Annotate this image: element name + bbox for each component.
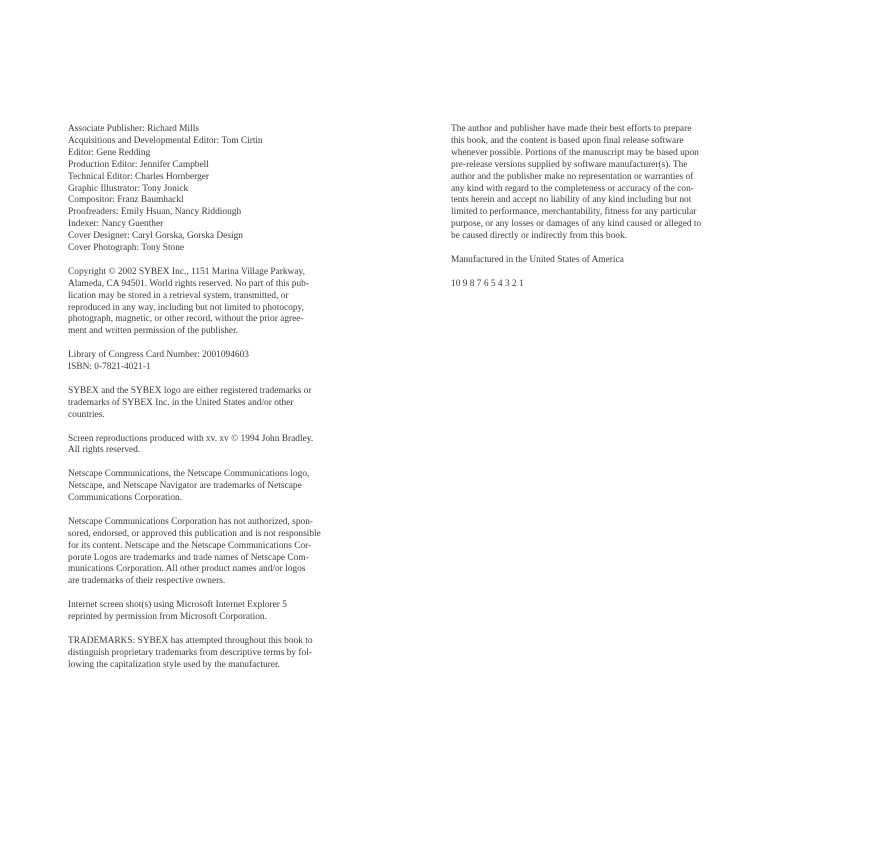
text-line: 10 9 8 7 6 5 4 3 2 1 — [451, 278, 524, 289]
text-line: Netscape Communications, the Netscape Communications logo, — [68, 469, 310, 480]
text-line: reprinted by permission from Microsoft Corporation. — [68, 612, 267, 623]
manufactured-paragraph — [451, 255, 801, 267]
text-line: lowing the capitalization style used by the manufacturer. — [68, 659, 280, 670]
text-line: purpose, or any losses or damages of any kind caused or alleged to — [451, 219, 702, 230]
screen-reproductions-paragraph — [68, 434, 418, 458]
credit-line: Proofreaders: Emily Hsuan, Nancy Riddiough — [68, 207, 242, 218]
text-line: are trademarks of their respective owners. — [68, 576, 226, 587]
text-line: tents herein and accept no liability of any kind including but not — [451, 195, 692, 206]
text-line: sored, endorsed, or approved this publication and is not responsible — [68, 528, 321, 539]
netscape-trademarks-paragraph — [68, 469, 418, 505]
text-line: ment and written permission of the publisher. — [68, 326, 239, 337]
text-line: Internet screen shot(s) using Microsoft Internet Explorer 5 — [68, 600, 287, 611]
text-line: author and the publisher make no representation or warranties of — [451, 171, 694, 182]
text-line: distinguish proprietary trademarks from descriptive terms by fol- — [68, 647, 312, 658]
text-line: Screen reproductions produced with xv. xv © 1994 John Bradley. — [68, 433, 314, 444]
text-line: photograph, magnetic, or other record, without the prior agree- — [68, 314, 304, 325]
credit-line: Graphic Illustrator: Tony Jonick — [68, 183, 189, 194]
text-line: The author and publisher have made their best efforts to prepare — [451, 124, 692, 134]
credit-line: Associate Publisher: Richard Mills — [68, 124, 199, 134]
printing-line — [451, 279, 801, 291]
text-line: Copyright © 2002 SYBEX Inc., 1151 Marina Village Parkway, — [68, 266, 305, 277]
credit-line: Editor: Gene Redding — [68, 147, 151, 158]
right-column — [451, 124, 801, 291]
credit-line: Acquisitions and Developmental Editor: Tom Cirtin — [68, 135, 263, 146]
left-column — [68, 124, 418, 672]
text-line: reproduced in any way, including but not limited to photocopy, — [68, 302, 304, 313]
credit-line: Production Editor: Jennifer Campbell — [68, 159, 209, 170]
text-line: any kind with regard to the completeness or accuracy of the con- — [451, 183, 694, 194]
text-line: munications Corporation. All other product names and/or logos — [68, 564, 306, 575]
text-line: for its content. Netscape and the Netscape Communications Cor- — [68, 540, 312, 551]
text-line: Manufactured in the United States of America — [451, 254, 624, 265]
publisher-disclaimer-paragraph — [451, 124, 801, 243]
text-line: Alameda, CA 94501. World rights reserved. No part of this pub- — [68, 278, 309, 289]
copyright-paragraph — [68, 267, 418, 338]
text-line: Communications Corporation. — [68, 493, 183, 504]
text-line: Library of Congress Card Number: 2001094603 — [68, 350, 249, 361]
text-line: TRADEMARKS: SYBEX has attempted throughout this book to — [68, 635, 313, 646]
text-line: be caused directly or indirectly from this book. — [451, 231, 627, 242]
credit-line: Cover Photograph: Tony Stone — [68, 243, 185, 254]
text-line: whenever possible. Portions of the manuscript may be based upon — [451, 147, 699, 158]
text-line: porate Logos are trademarks and trade names of Netscape Com- — [68, 552, 309, 563]
text-line: All rights reserved. — [68, 445, 141, 456]
text-line: trademarks of SYBEX Inc. in the United States and/or other — [68, 397, 294, 408]
credit-line: Indexer: Nancy Guenther — [68, 219, 164, 230]
credit-line: Compositor: Franz Baumhackl — [68, 195, 184, 206]
text-line: ISBN: 0-7821-4021-1 — [68, 362, 151, 373]
credit-line: Cover Designer: Caryl Gorska, Gorska Design — [68, 231, 243, 242]
text-line: Netscape Communications Corporation has not authorized, spon- — [68, 516, 313, 527]
text-line: lication may be stored in a retrieval system, transmitted, or — [68, 290, 289, 301]
library-of-congress-paragraph — [68, 350, 418, 374]
text-line: Netscape, and Netscape Navigator are trademarks of Netscape — [68, 481, 302, 492]
trademarks-notice-paragraph — [68, 636, 418, 672]
credits-block — [68, 124, 418, 255]
text-line: SYBEX and the SYBEX logo are either registered trademarks or — [68, 385, 312, 396]
credit-line: Technical Editor: Charles Hornberger — [68, 171, 210, 182]
text-line: countries. — [68, 409, 105, 420]
sybex-trademark-paragraph — [68, 386, 418, 422]
netscape-disclaimer-paragraph — [68, 517, 418, 588]
text-line: pre-release versions supplied by software manufacturer(s). The — [451, 159, 688, 170]
internet-explorer-paragraph — [68, 600, 418, 624]
text-line: this book, and the content is based upon final release software — [451, 135, 684, 146]
text-line: limited to performance, merchantability, fitness for any particular — [451, 207, 697, 218]
